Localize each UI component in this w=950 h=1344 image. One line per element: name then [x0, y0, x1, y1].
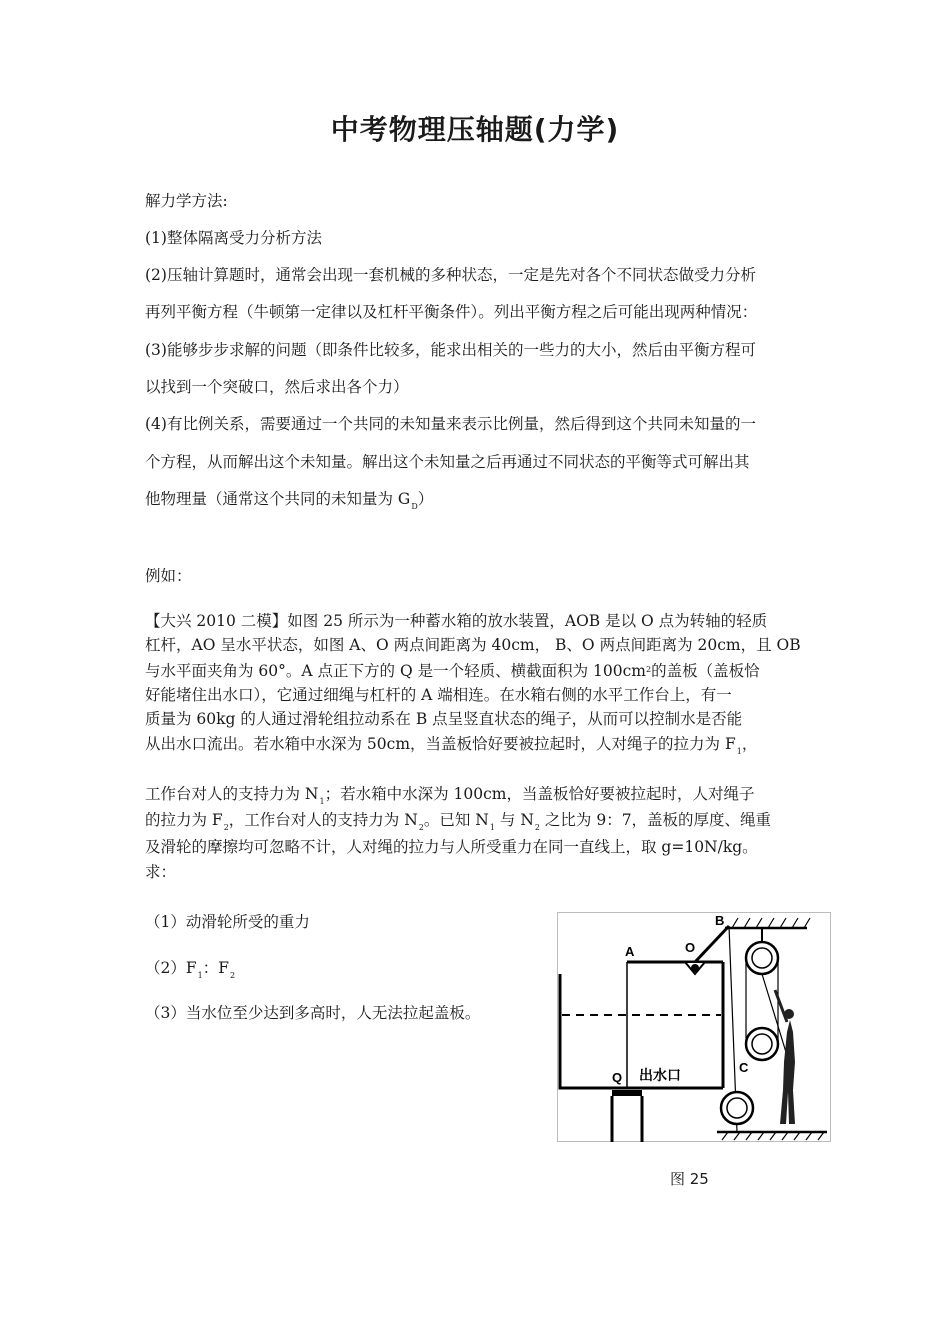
subscript: 2 — [229, 971, 236, 980]
question-1: （1）动滑轮所受的重力 — [145, 913, 310, 931]
method-2-line-2: 再列平衡方程（牛顿第一定律以及杠杆平衡条件）。列出平衡方程之后可能出现两种情况： — [145, 303, 758, 321]
subscript: 1 — [736, 747, 742, 756]
problem-text: 之比为 9：7，盖板的厚度、绳重 — [539, 811, 772, 829]
outlet-label: 出水口 — [639, 1068, 681, 1084]
problem-line-2: 杠杆，AO 呈水平状态，如图 A、O 两点间距离为 40cm， B、O 两点间距离为 20cm，且 OB — [145, 636, 801, 654]
problem-line-7 — [145, 784, 755, 812]
fixed-pulley-bottom — [721, 1092, 753, 1124]
problem-line-9: 及滑轮的摩擦均可忽略不计，人对绳的拉力与人所受重力在同一直线上，取 g=10N/kg。 — [145, 838, 758, 856]
method-2-line-1: (2)压轴计算题时，通常会出现一套机械的多种状态，一定是先对各个不同状态做受力分析 — [145, 266, 756, 284]
subscript: 1 — [319, 797, 325, 806]
problem-line-10: 求： — [145, 863, 177, 881]
problem-text: 与水平面夹角为 60°。A 点正下方的 Q 是一个轻质、横截面积为 100cm — [145, 662, 646, 680]
label-O: O — [685, 940, 696, 955]
superscript: 2 — [645, 665, 652, 674]
question-3: （3）当水位至少达到多高时，人无法拉起盖板。 — [145, 1004, 481, 1022]
label-C: C — [739, 1060, 749, 1075]
problem-text: 与 N — [494, 811, 534, 829]
method-1: (1)整体隔离受力分析方法 — [145, 229, 322, 247]
page-title: 中考物理压轴题(力学) — [330, 113, 620, 146]
figure-25-diagram — [557, 912, 831, 1142]
problem-text: ， — [741, 735, 758, 753]
question-2 — [145, 958, 235, 986]
methods-heading: 解力学方法: — [145, 192, 228, 210]
figure-caption: 图 25 — [670, 1170, 709, 1188]
pivot-point — [691, 964, 699, 972]
subscript: 1 — [197, 971, 203, 980]
problem-line-8 — [145, 810, 771, 838]
problem-text: 从出水口流出。若水箱中水深为 50cm，当盖板恰好要被拉起时，人对绳子的拉力为 F — [145, 735, 736, 753]
problem-text: 的拉力为 F — [145, 811, 223, 829]
subscript: 2 — [223, 823, 229, 832]
problem-line-1: 【大兴 2010 二模】如图 25 所示为一种蓄水箱的放水装置，AOB 是以 O 点为转轴的轻质 — [145, 612, 768, 630]
problem-text: ，工作台对人的支持力为 N — [228, 811, 418, 829]
movable-pulley — [746, 1028, 778, 1060]
problem-text: ；若水箱中水深为 100cm，当盖板恰好要被拉起时，人对绳子 — [324, 785, 755, 803]
problem-line-6-text — [145, 734, 757, 762]
example-label: 例如： — [145, 567, 192, 585]
label-B: B — [715, 913, 725, 928]
problem-text: 。已知 N — [423, 811, 489, 829]
method-4-text: 他物理量（通常这个共同的未知量为 G — [145, 490, 411, 508]
problem-text: 的盖板（盖板恰 — [651, 662, 760, 680]
question-2-colon: ：F — [202, 959, 229, 977]
problem-line-5: 质量为 60kg 的人通过滑轮组拉动系在 B 点呈竖直状态的绳子，从而可以控制水是否能 — [145, 710, 743, 728]
fixed-pulley-top — [746, 942, 778, 974]
question-2-text: （2）F — [145, 959, 197, 977]
problem-text: 工作台对人的支持力为 N — [145, 785, 319, 803]
label-Q: Q — [612, 1070, 623, 1085]
subscript: 1 — [489, 823, 495, 832]
cover-plate — [612, 1090, 642, 1096]
method-4-end: ） — [417, 490, 434, 508]
subscript: 2 — [534, 823, 540, 832]
subscript: D — [411, 502, 418, 511]
method-4-line-3 — [145, 489, 433, 517]
method-3-line-1: (3)能够步步求解的问题（即条件比较多，能求出相关的一些力的大小，然后由平衡方程可 — [145, 341, 756, 359]
method-4-line-1: (4)有比例关系，需要通过一个共同的未知量来表示比例量，然后得到这个共同未知量的一 — [145, 415, 756, 433]
method-4-line-2: 个方程，从而解出这个未知量。解出这个未知量之后再通过不同状态的平衡等式可解出其 — [145, 453, 750, 471]
problem-line-3 — [145, 660, 760, 681]
problem-line-4: 好能堵住出水口），它通过细绳与杠杆的 A 端相连。在水箱右侧的水平工作台上，有一 — [145, 686, 732, 704]
label-A: A — [625, 944, 635, 959]
method-3-line-2: 以找到一个突破口，然后求出各个力） — [145, 378, 409, 396]
subscript: 2 — [418, 823, 424, 832]
